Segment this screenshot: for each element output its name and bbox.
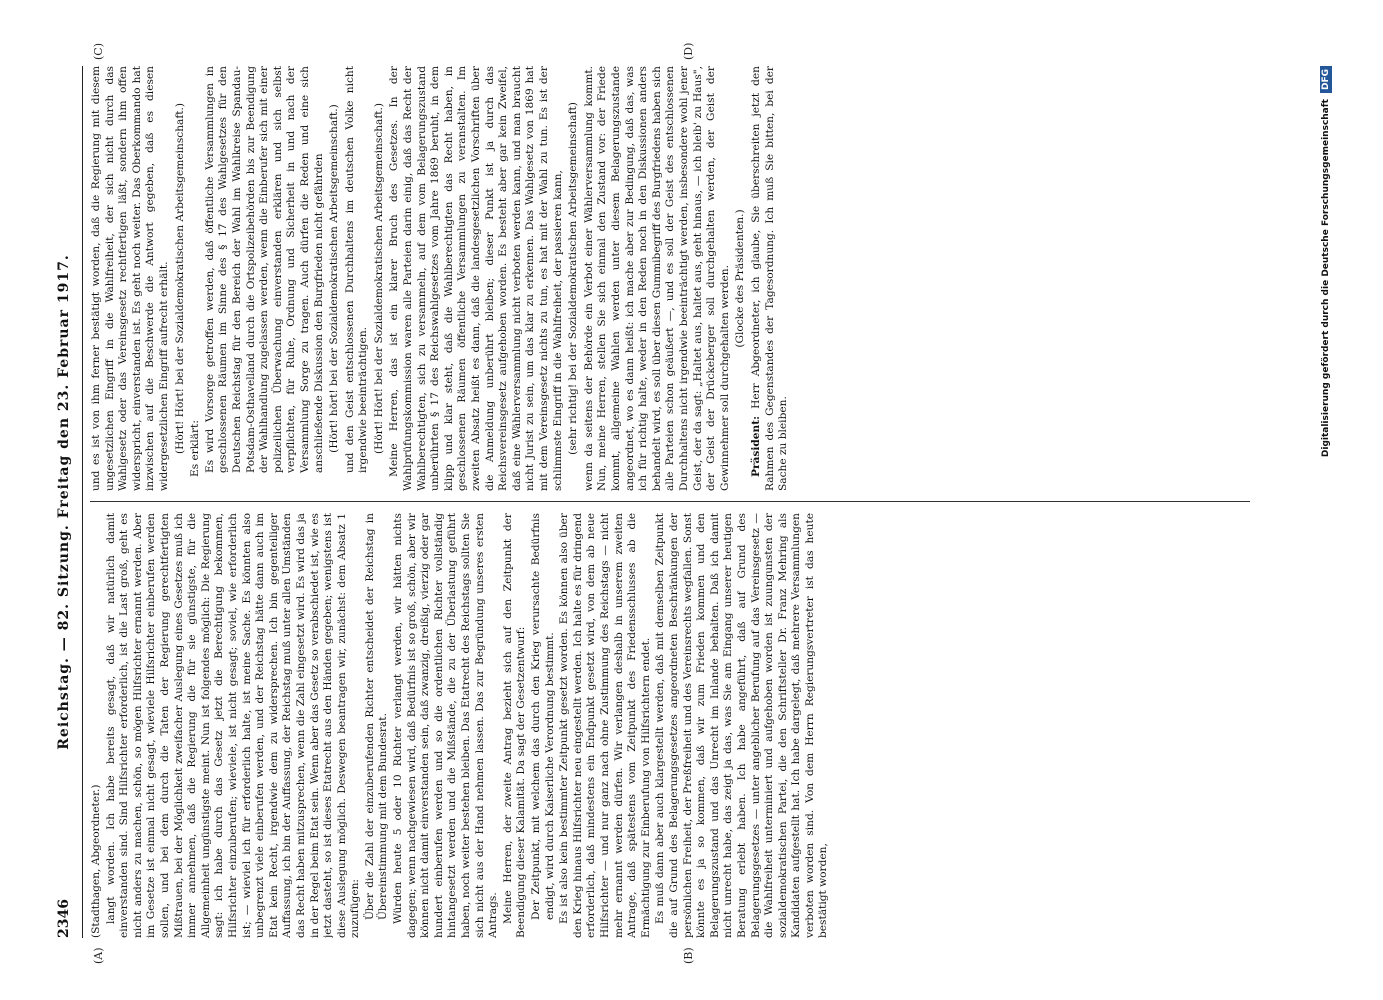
interjection: (Hört! hört! bei der Sozialdemokratischen Arbeitsgemeinschaft.) [328, 104, 341, 453]
paragraph: Es ist also kein bestimmter Zeitpunkt gesetzt worden. Es können also über den Krieg hinaus Hilfsrichter neu eingestellt werden. Ich halte es für dringend erforderlich, daß mindestens ein Endpunkt gesetzt wird, von dem ab neue Hilfsrichter — und nur ganz nach ohne Zustimmung des Reichstags — nicht mehr ernannt werden dürfen. Wir verlangen deshalb in unserem zweiten Antrage, daß spätestens vom Zeitpunkt des Friedensschlusses ab die Ermächtigung zur Einberufung von Hilfsrichtern endet. [558, 513, 652, 938]
dfg-logo: DFG [1320, 66, 1332, 93]
paragraph: wenn da seitens der Behörde ein Verbot einer Wählerversammlung kommt. Nun, meine Herren, stellen Sie sich einmal den Zustand vor: der Friede kommt, allgemeine Wahlen werden unter diesem Belagerungszustande angeordnet, wo es dann heißt: ich mache aber zur Bedingung, daß das, was ich für richtig halte, weder in den Reden noch in den Diskussionen anders behandelt wird, es soll über diesen Gummibegriff des Burgfriedens haben sich alle Parteien schon geäußert —, und es soll der Geist des entschlossenen Durchhaltens nicht irgendwie beeinträchtigt werden, insbesondere wohl jener Geist, der da sagt: „Haltet aus, haltet aus, geht hinaus, — ich bleib' zu Haus", der Geist der Drückeberger soll durchgehalten werden, der Geist der Gewinnehmer soll durchgehalten werden. [582, 66, 731, 491]
page-title: Reichstag. — 82. Sitzung. Freitag den 23. Februar 1917. [56, 254, 72, 750]
paragraph: Meine Herren, das ist ein klarer Bruch des Gesetzes. In der Wahlprüfungskommission waren alle Parteien darin einig, daß das Recht der Wahlberechtigten, sich zu versammeln, auf dem vom Belagerungszustand unberührten § 17 des Reichswahlgesetzes vom Jahre 1869 beruht, in dem klipp und klar steht, daß die Wahlberechtigten das Recht haben, in geschlossenen Räumen öffentliche Versammlungen zu veranstalten. Im zweiten Absatz heißt es dann, daß die landesgesetzlichen Vorschriften über die Anmeldung unberührt bleiben; dieser Punkt ist ja durch das Reichsvereinsgesetz aufgehoben worden. Es besteht aber gar kein Zweifel, daß eine Wählerversammlung nicht verboten werden kann, und man braucht nicht Jurist zu sein, um das klar zu erkennen. Das Wahlgesetz von 1869 hat mit dem Vereinsgesetz nichts zu tun, es hat mit der Wahl zu tun. Es ist der schlimmste Eingriff in die Wahlfreiheit, der passieren kann, [388, 66, 564, 491]
document-page [52, 42, 1342, 964]
quoted-motion: Über die Zahl der einzuberufenden Richter entscheidet der Reichstag in Übereinstimmung mit dem Bundesrat. [363, 513, 390, 920]
paragraph: Es muß dann aber auch klargestellt werden, daß mit demselben Zeitpunkt die auf Grund des Belagerungsgesetzes angeordneten Beschränkungen der persönlichen Freiheit, der Preßfreiheit und des Vereinsrechts wegfallen. Sonst könnte es ja so kommen, daß wir zum Frieden kommen und den Belagerungszustand und das Unrecht im Inlande behalten. Daß ich damit nicht unrecht habe, das zeigt ja das, was Sie am Eingang unserer heutigen Beratung erlebt haben. Ich habe angeführt, daß auf Grund des Belagerungsgesetzes — unter angeblicher Berufung auf das Vereinsgesetz — die Wahlfreiheit unterminiert und aufgehoben worden ist zuungunsten der sozialdemokratischen Partei, die den Schriftsteller Dr. Franz Mehring als Kandidaten aufgestellt hat. Ich habe dargelegt, daß mehrere Versammlungen verboten worden sind. Von dem Herrn Regierungsvertreter ist das heute bestätigt worden, [654, 513, 830, 938]
page-number: 2346 [56, 899, 72, 938]
president-text: Herr Abgeordneter, ich glaube, Sie überschreiten jetzt den Rahmen des Gegenstandes der Tagesordnung. Ich muß Sie bitten, bei der Sache zu bleiben. [749, 66, 790, 491]
margin-mark-d: (D) [682, 42, 695, 60]
paragraph: langt worden. Ich habe bereits gesagt, daß wir natürlich damit einverstanden sind. Sind Hilfsrichter erforderlich, ist die Last groß, geht es nicht anders zu machen, schön, so mögen Hilfsrichter ernannt werden. Aber im Gesetze ist einmal nicht gesagt, wieviele Hilfsrichter einberufen werden sollen, und bei dem durch die Taten der Regierung gerechtfertigten Mißtrauen, bei der Möglichkeit zweifacher Auslegung eines Gesetzes muß ich immer annehmen, daß die Regierung die für sie günstigste, für die Allgemeinheit ungünstigste meint. Nun ist folgendes möglich: Die Regierung sagt: ich habe durch das Gesetz jetzt die Berechtigung bekommen, Hilfsrichter einzuberufen; wieviele, ist nicht gesagt; soviel, wie erforderlich ist; — wieviel ich für erforderlich halte, ist meine Sache. Es könnten also unbegrenzt viele einberufen werden, und der Reichstag hätte dann auch im Etat kein Recht, irgendwie dem zu widersprechen. Ich bin gegenteiliger Auffassung, ich bin der Auffassung, der Reichstag muß unter allen Umständen das Recht haben mitzusprechen, wenn die Zahl eingesetzt wird. Es wird das ja in der Regel beim Etat sein. Wenn aber das Gesetz so verabschiedet ist, wie es jetzt dasteht, so ist dieses Etatrecht aus den Händen gegeben; wenigstens ist diese Auslegung möglich. Deswegen beantragen wir, zunächst: dem Absatz 1 zuzufügen: [104, 513, 362, 938]
speaker-label: Präsident: [749, 415, 762, 477]
speaker-reference: (Stadthagen, Abgeordneter.) [90, 784, 102, 938]
paragraph: Meine Herren, der zweite Antrag bezieht sich auf den Zeitpunkt der Beendigung dieser Kalamität. Da sagt der Gesetzentwurf: [501, 513, 528, 938]
interjection: (Hört! Hört! bei der Sozialdemokratischen Arbeitsgemeinschaft.) [173, 102, 186, 455]
column-divider [90, 501, 1250, 502]
interjection: (Glocke des Präsidenten.) [734, 209, 747, 348]
right-column [90, 66, 1250, 491]
quoted-decree: Es wird Vorsorge getroffen werden, daß öffentliche Versammlungen in geschlossenen Räumen im Sinne des § 17 des Wahlgesetzes für den Deutschen Reichstag für den Bereich der Wahl im Wahlkreise Spandau-Potsdam-Osthavelland durch die Ortspolizeibehörden bis zur Beendigung der Wahlhandlung zugelassen werden, wenn die Einberufer sich mit einer polizeilichen Überwachung einverstanden erklären und sich selbst verpflichten, für Ruhe, Ordnung und Sicherheit in und nach der Versammlung Sorge zu tragen. Auch dürfen die Reden und eine sich anschließende Diskussion den Burgfrieden nicht gefährden [203, 66, 325, 473]
credit-text: Digitalisierung gefördert durch die Deutsche Forschungsgemeinschaft [1321, 99, 1331, 458]
digitization-credit [1320, 66, 1332, 457]
president-remark [750, 66, 791, 491]
interjection: (Hört! Hört! bei der Sozialdemokratischen Arbeitsgemeinschaft.) [372, 102, 385, 455]
page-header [52, 66, 83, 938]
margin-mark-b: (B) [682, 947, 695, 964]
margin-mark-c: (C) [92, 43, 105, 60]
paragraph: Es erklärt: [189, 420, 202, 477]
quoted-decree: und den Geist entschlossenen Durchhaltens im deutschen Volke nicht irgendwie beeinträchtigen. [343, 66, 370, 473]
interjection: (sehr richtig! bei der Sozialdemokratischen Arbeitsgemeinschaft) [567, 102, 580, 455]
left-column [90, 513, 1250, 938]
paragraph: Würden heute 5 oder 10 Richter verlangt werden, wir hätten nichts dagegen; wenn nachgewiesen wird, daß Bedürfnis ist so groß, schön, aber wir können nicht damit einverstanden sein, daß zwanzig, dreißig, vierzig oder gar hundert einberufen werden und so die ordentlichen Richter vollständig hintangesetzt werden und die Mißstände, die zu der Überlastung geführt haben, noch weiter bestehen bleiben. Das Etatrecht des Reichstags sollten Sie sich nicht aus der Hand nehmen lassen. Das zur Begründung unseres ersten Antrags. [392, 513, 500, 938]
quoted-bill-text: Der Zeitpunkt, mit welchem das durch den Krieg verursachte Bedürfnis endigt, wird durch Kaiserliche Verordnung bestimmt. [530, 513, 556, 920]
paragraph: und es ist von ihm ferner bestätigt worden, daß die Regierung mit diesem ungesetzlichen Eingriff in die Wahlfreiheit, der sich nicht durch das Wahlgesetz oder das Vereinsgesetz rechtfertigen läßt, sondern ihm offen widerspricht, einverstanden ist. Es geht noch weiter. Das Oberkommando hat inzwischen auf die Beschwerde die Antwort gegeben, daß es diesen widergesetzlichen Eingriff aufrecht erhält. [90, 66, 170, 491]
margin-mark-a: (A) [92, 947, 105, 964]
